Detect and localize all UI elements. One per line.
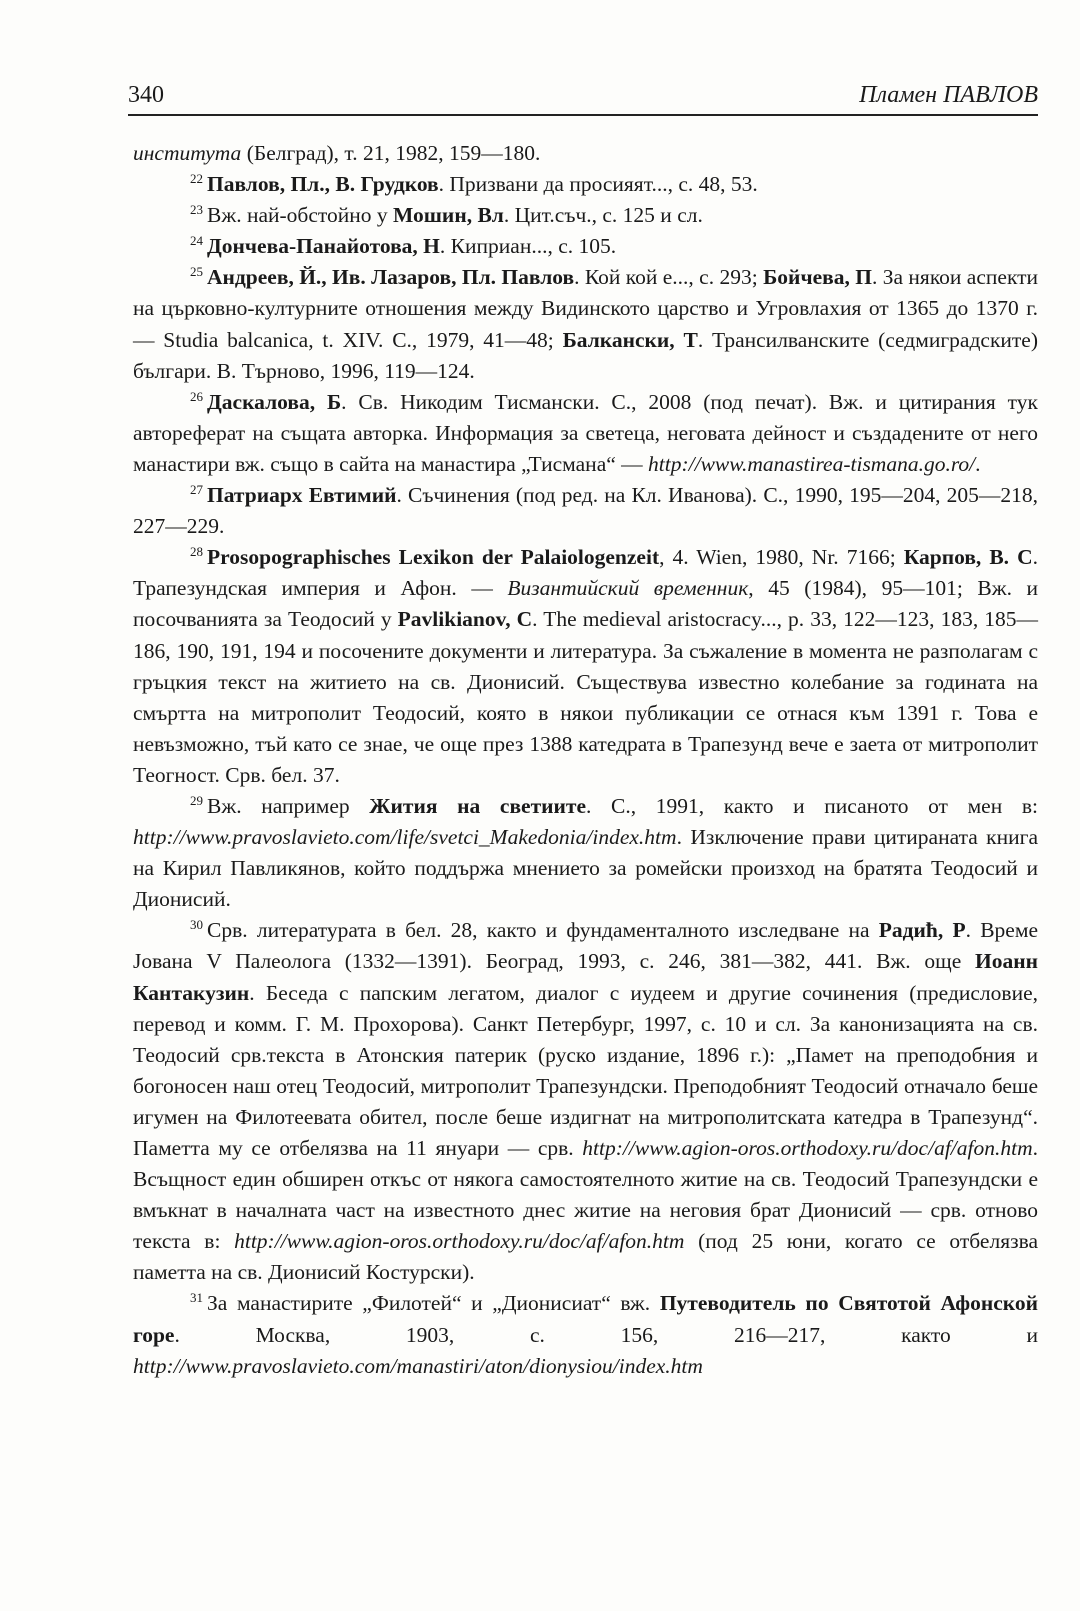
footnote-text: . С., 1991, както и писаното от мен в: (586, 793, 1038, 818)
footnote-number: 22 (190, 171, 203, 187)
footnote-25 (133, 262, 1038, 386)
footnote-text: . Трапезундская империя и Афон. — (133, 545, 1038, 601)
footnote-continuation (133, 138, 1038, 169)
author-name: Балкански, Т (562, 327, 698, 352)
footnote-text: . Трансилванските (седмиградските) българи. В. Търново, 1996, 119—124. (133, 327, 1038, 383)
footnote-number: 29 (190, 792, 203, 808)
footnote-text: Вж. например (207, 793, 370, 818)
author-name: Павлов, Пл., В. Грудков (207, 172, 439, 197)
running-author: Пламен ПАВЛОВ (859, 82, 1038, 108)
footnote-number: 26 (190, 388, 203, 404)
footnote-text: . Изключение прави цитираната книга на Кирил Павликянов, който поддържа мнението за ромейски произход на братята Теодосий и Дионисий. (133, 825, 1038, 912)
footnote-text: . Съчинения (под ред. на Кл. Иванова). С., 1990, 195—204, 205—218, 227—229. (133, 483, 1038, 539)
footnote-number: 27 (190, 482, 203, 498)
footnote-text: За манастирите „Филотей“ и „Дионисиат“ вж. (207, 1291, 660, 1316)
footnote-text: . За някои аспекти на църковно-културните отношения между Видинското царство и Угровлахия от 1365 до 1370 г. — Studia balcanica, t. XIV. С., 1979, 41—48; (133, 265, 1039, 352)
url-reference[interactable]: http://www.manastirea-tismana.go.ro/ (648, 451, 976, 476)
footnote-number: 30 (190, 917, 203, 933)
footnote-text: . Беседа с папским легатом, диалог с иудеем и другие сочинения (предисловие, перевод и комм. Г. М. Прохорова). Санкт Петербург, 1997, с. 10 и сл. За канонизацията на св. Теодосий срв.текста в Атонския патерик (руско издание, 1896 г.): „Памет на преподобния и богоносен наш отец Теодосий, митрополит Трапезундски. Преподобният Теодосий отначало беше игумен на Филотеевата обител, после беше издигнат на митрополитската катедра в Трапезунд“. Паметта му се отбелязва на 11 януари — срв. (133, 980, 1038, 1160)
url-reference[interactable]: http://www.pravoslavieto.com/manastiri/aton/dionysiou/index.htm (133, 1353, 703, 1378)
footnote-29 (133, 791, 1038, 915)
footnote-23 (133, 200, 1038, 231)
author-name: Иоанн Кантакузин (133, 949, 1038, 1005)
footnote-text: . Призвани да просияят..., с. 48, 53. (438, 172, 758, 197)
url-reference[interactable]: http://www.pravoslavieto.com/life/svetci_Makedonia/index.htm (133, 825, 677, 850)
author-name: Путеводитель по Святотой Афонской горе (133, 1291, 1039, 1347)
footnote-28 (133, 542, 1038, 791)
footnote-text: . The medieval aristocracy..., p. 33, 122—123, 183, 185—186, 190, 191, 194 и посочените документи и литература. За съжаление в момента не разполагам с гръцкия текст на житието на св. Дионисий. Съществува известно колебание за годината на смъртта на митрополит Теодосий, която в някои публикации се отнася към 1391 г. Това е невъзможно, тъй като се знае, че още през 1388 катедрата в Трапезунд вече е заета от митрополит Теогност. Срв. бел. 37. (133, 607, 1039, 787)
footnote-text: . Цит.съч., с. 125 и сл. (503, 203, 703, 228)
footnote-text: Срв. литературата в бел. 28, както и фундаменталното изследване на (207, 918, 879, 943)
footnote-text: . (975, 451, 981, 476)
footnote-number: 23 (190, 202, 203, 218)
footnote-31 (133, 1288, 1038, 1381)
author-name: Андреев, Й., Ив. Лазаров, Пл. Павлов (207, 265, 575, 290)
footnote-26 (133, 387, 1038, 480)
footnote-24 (133, 231, 1038, 262)
footnote-30 (133, 915, 1038, 1288)
footnote-number: 24 (190, 233, 203, 249)
author-name: Pavlikianov, C (397, 607, 533, 632)
footnote-27 (133, 480, 1038, 542)
footnote-22 (133, 169, 1038, 200)
footnote-text: (Белград), т. 21, 1982, 159—180. (241, 141, 541, 165)
author-name: Жития на светиите (369, 793, 587, 818)
footnotes-block (133, 138, 1038, 1382)
footnote-number: 31 (190, 1290, 203, 1306)
footnote-text: . Киприан..., с. 105. (439, 234, 617, 259)
footnote-text: . Св. Никодим Тисмански. С., 2008 (под печат). Вж. и цитирания тук автореферат на същата авторка. Информация за светеца, неговата дейност и създадените от него манастири вж. също в сайта на манастира „Тисмана“ — (133, 389, 1038, 476)
footnote-text: , 4. Wien, 1980, Nr. 7166; (659, 545, 904, 570)
running-header (128, 74, 1038, 116)
footnote-text: , 45 (1984), 95—101; Вж. и посочванията за Теодосий у (133, 576, 1039, 632)
footnote-text: Вж. най-обстойно у (207, 203, 394, 228)
url-reference[interactable]: http://www.agion-oros.orthodoxy.ru/doc/af/afon.htm (234, 1229, 685, 1254)
author-name: Радић, Р (878, 918, 966, 943)
url-reference[interactable]: http://www.agion-oros.orthodoxy.ru/doc/af/afon.htm (582, 1136, 1033, 1160)
author-name: Мошин, Вл (393, 203, 504, 228)
author-name: Патриарх Евтимий (207, 483, 397, 508)
author-name: Даскалова, Б (207, 389, 342, 414)
author-name: Бойчева, П (763, 265, 872, 290)
footnote-text: . Всъщност един обширен откъс от някога самостоятелното житие на св. Теодосий Трапезундски е вмъкнат в началната част на известното днес житие на неговия брат Дионисий — срв. отново текста в: (133, 1136, 1038, 1254)
author-name: Дончева-Панайотова, Н (207, 234, 440, 259)
footnote-number: 25 (190, 264, 203, 280)
author-name: Prosopographisches Lexikon der Palaiologenzeit (207, 545, 660, 570)
page-number: 340 (128, 82, 164, 108)
footnote-number: 28 (190, 544, 203, 560)
footnote-text: . Време Јована V Палеолога (1332—1391). Београд, 1993, с. 246, 381—382, 441. Вж. още (133, 918, 1039, 974)
footnote-text: (под 25 юни, когато се отбелязва паметта на св. Дионисий Костурски). (133, 1229, 1038, 1285)
footnote-text: . Москва, 1903, с. 156, 216—217, както и (174, 1322, 1038, 1347)
italic-title: института (133, 141, 242, 165)
footnote-text: . Кой кой е..., с. 293; (574, 265, 764, 290)
author-name: Карпов, В. С (903, 545, 1033, 570)
italic-title: Византийский временник (507, 576, 749, 601)
